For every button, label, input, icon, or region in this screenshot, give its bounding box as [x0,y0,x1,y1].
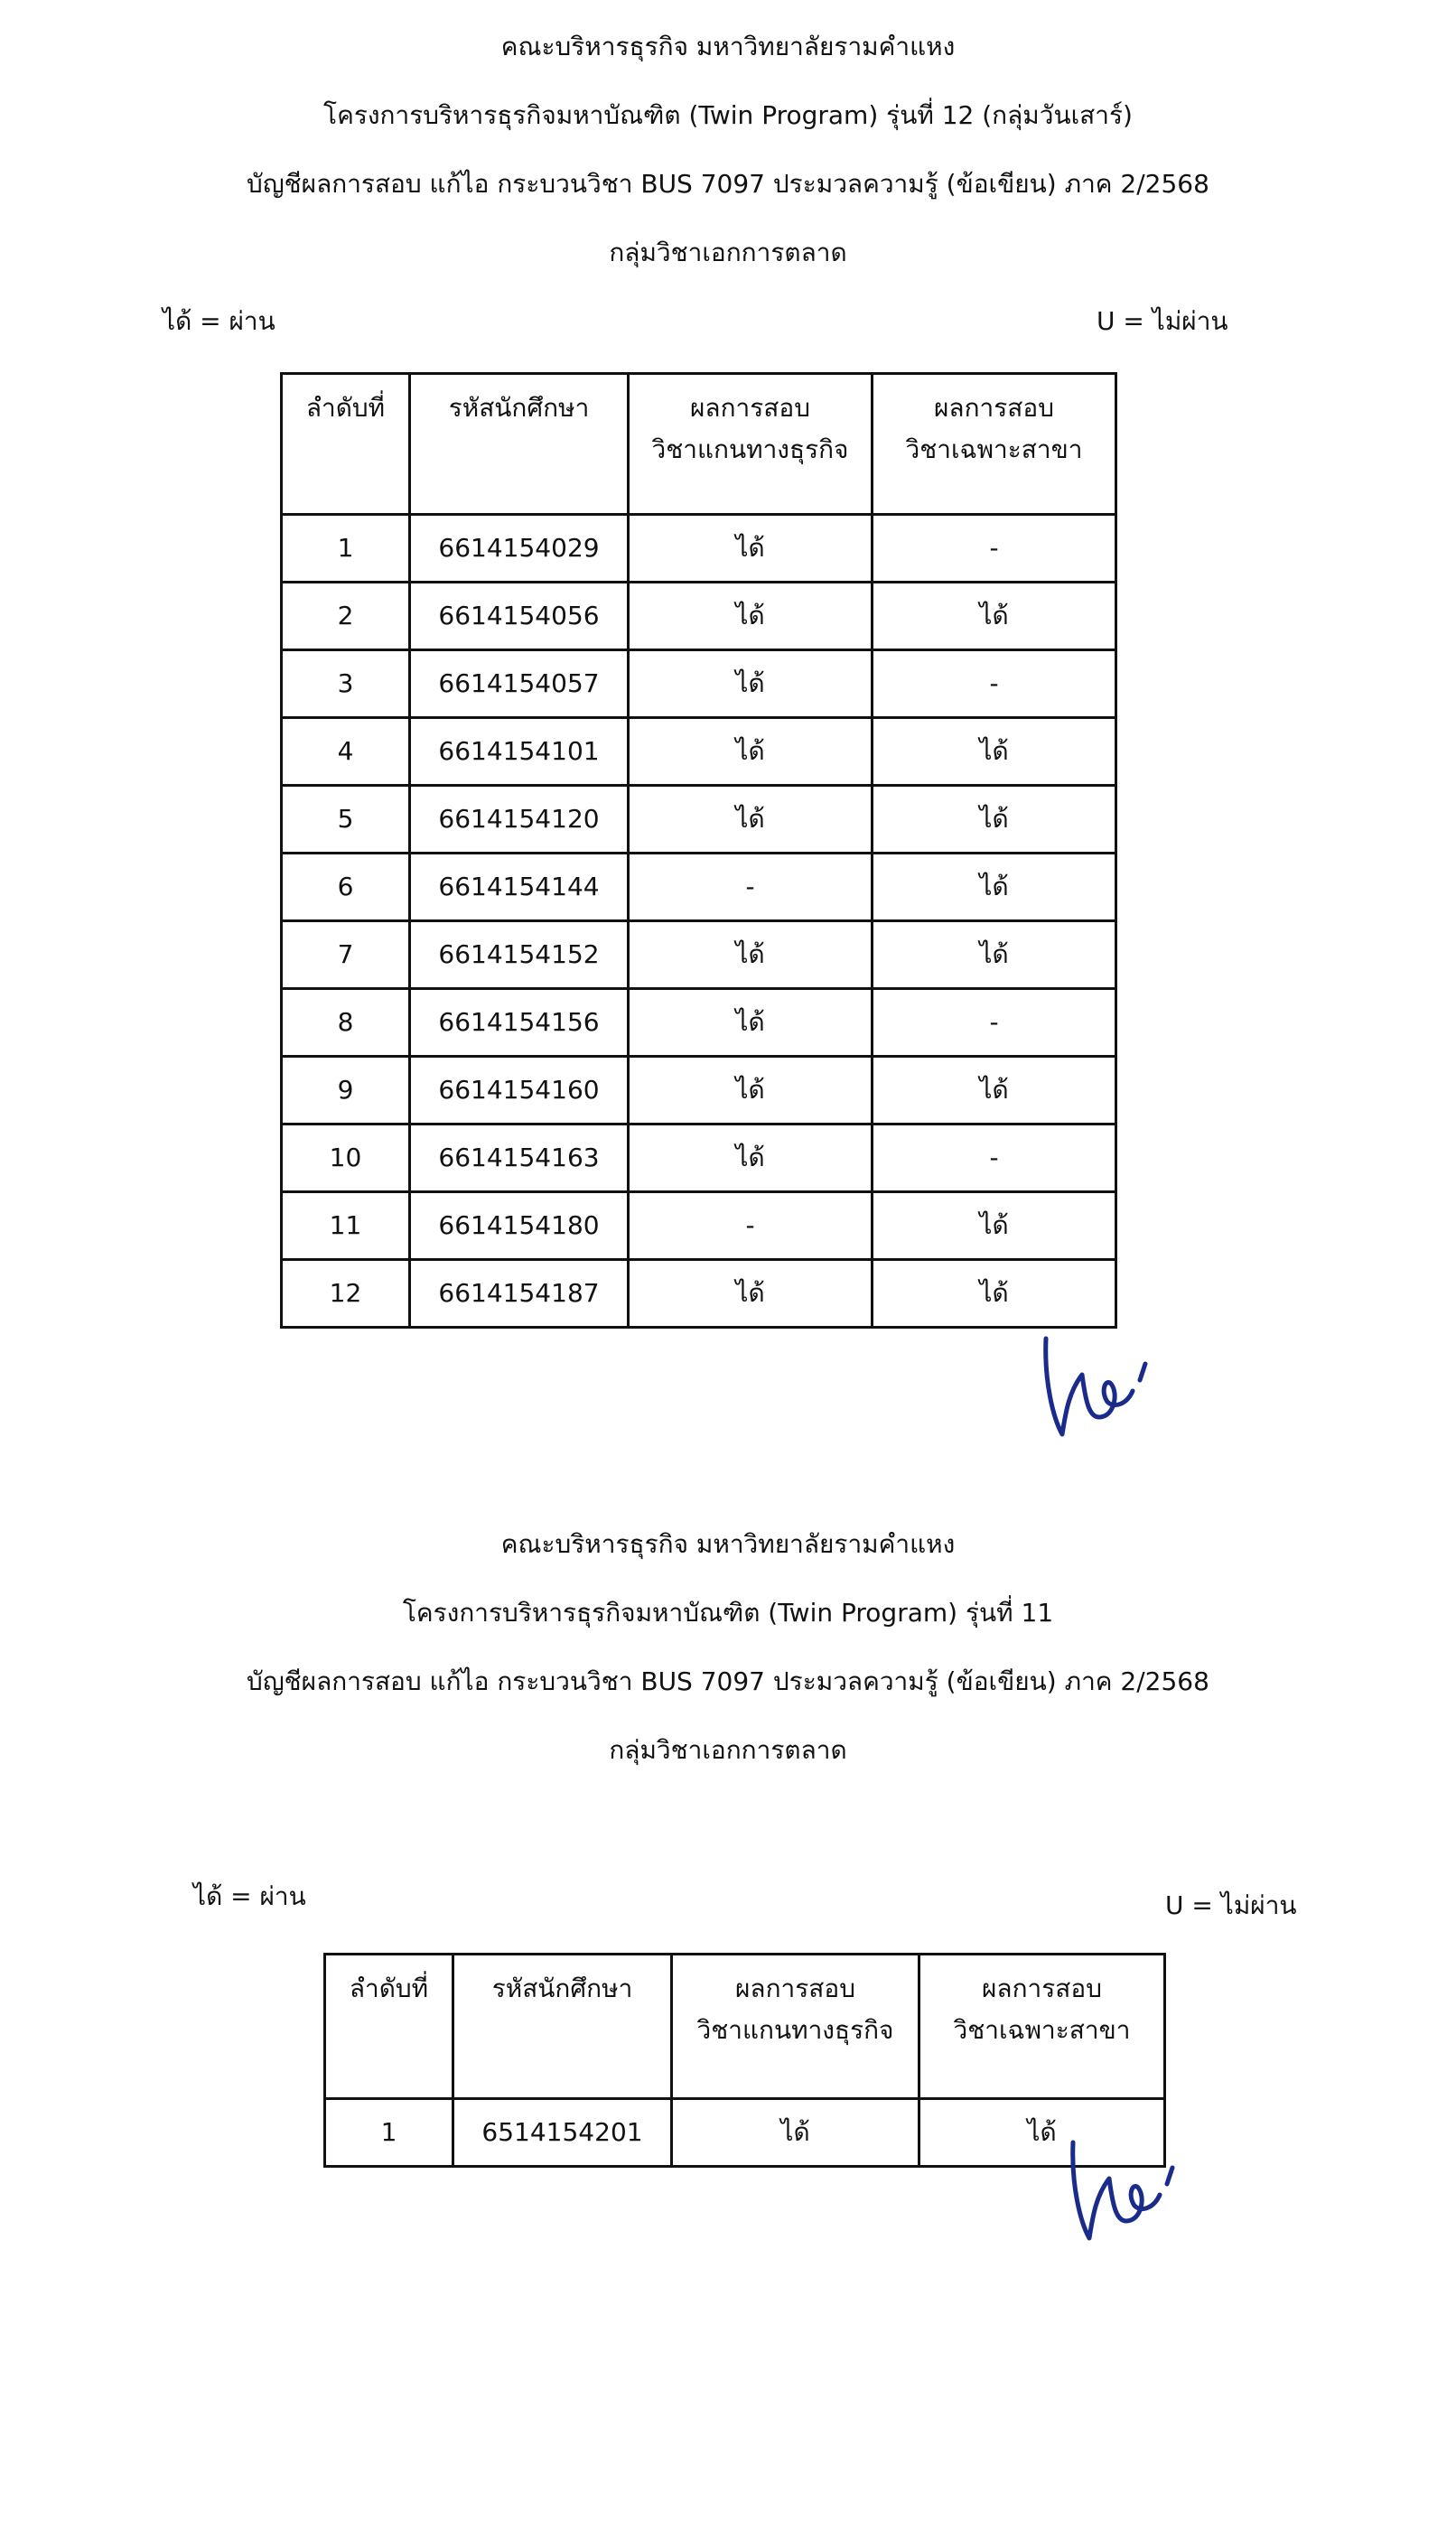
core-result: ได้ [629,718,873,786]
row-no: 5 [282,786,410,854]
legend-pass: ได้ = ผ่าน [163,306,275,336]
header-major-line2: วิชาเฉพาะสาขา [905,434,1083,464]
results-table [280,372,1117,1329]
student-id: 6614154152 [410,921,629,989]
major-title: กลุ่มวิชาเอกการตลาด [609,1735,847,1765]
legend-pass: ได้ = ผ่าน [193,1881,306,1911]
core-result: ได้ [629,1125,873,1192]
major-result: ได้ [873,1192,1116,1260]
major-result: ได้ [919,2099,1165,2167]
header-core-result [629,374,873,515]
header-no: ลำดับที่ [282,374,410,515]
table-row [282,921,1116,989]
core-result: ได้ [629,1260,873,1328]
table-row [282,989,1116,1057]
row-no: 10 [282,1125,410,1192]
row-no: 8 [282,989,410,1057]
row-no: 3 [282,650,410,718]
student-id: 6614154057 [410,650,629,718]
row-no: 11 [282,1192,410,1260]
table-row [282,515,1116,583]
student-id: 6614154187 [410,1260,629,1328]
student-id: 6614154144 [410,854,629,921]
header-student-id: รหัสนักศึกษา [453,1955,672,2099]
signature [1030,1328,1165,1445]
program-title: โครงการบริหารธุรกิจมหาบัณฑิต (Twin Program) รุ่นที่ 11 [402,1598,1054,1628]
major-result: ได้ [873,854,1116,921]
table-row [282,1125,1116,1192]
core-result: ได้ [629,650,873,718]
header-student-id: รหัสนักศึกษา [410,374,629,515]
exam-title: บัญชีผลการสอบ แก้ไอ กระบวนวิชา BUS 7097 ประมวลความรู้ (ข้อเขียน) ภาค 2/2568 [247,169,1209,199]
table-row [282,854,1116,921]
signature [1057,2132,1192,2249]
table-row [282,1057,1116,1125]
exam-title: บัญชีผลการสอบ แก้ไอ กระบวนวิชา BUS 7097 ประมวลความรู้ (ข้อเขียน) ภาค 2/2568 [247,1666,1209,1696]
core-result: ได้ [629,583,873,650]
student-id: 6614154163 [410,1125,629,1192]
core-result: ได้ [629,989,873,1057]
table-header-row [282,374,1116,515]
header-major-line1: ผลการสอบ [934,393,1054,423]
header-major-line2: วิชาเฉพาะสาขา [953,2015,1131,2045]
major-result: ได้ [873,1057,1116,1125]
core-result: ได้ [629,786,873,854]
table-row [282,650,1116,718]
core-result: ได้ [672,2099,919,2167]
core-result: ได้ [629,1057,873,1125]
major-result: ได้ [873,921,1116,989]
header-core-line2: วิชาแกนทางธุรกิจ [651,434,849,464]
header-core-line1: ผลการสอบ [690,393,810,423]
header-core-line2: วิชาแกนทางธุรกิจ [696,2015,894,2045]
header-major-line1: ผลการสอบ [982,1974,1102,2003]
row-no: 1 [325,2099,453,2167]
table-row [282,583,1116,650]
student-id: 6614154156 [410,989,629,1057]
row-no: 7 [282,921,410,989]
student-id: 6614154101 [410,718,629,786]
table-row [282,718,1116,786]
student-id: 6614154029 [410,515,629,583]
row-no: 2 [282,583,410,650]
core-result: ได้ [629,921,873,989]
major-result: - [873,515,1116,583]
major-result: - [873,989,1116,1057]
major-result: ได้ [873,1260,1116,1328]
legend-fail: U = ไม่ผ่าน [1097,306,1228,336]
major-result: - [873,650,1116,718]
row-no: 6 [282,854,410,921]
major-result: - [873,1125,1116,1192]
table-row [282,786,1116,854]
core-result: - [629,854,873,921]
student-id: 6514154201 [453,2099,672,2167]
student-id: 6614154120 [410,786,629,854]
table-row [282,1192,1116,1260]
major-result: ได้ [873,583,1116,650]
row-no: 12 [282,1260,410,1328]
header-major-result [873,374,1116,515]
row-no: 4 [282,718,410,786]
legend-fail: U = ไม่ผ่าน [1165,1890,1297,1920]
results-table [323,1953,1166,2168]
student-id: 6614154160 [410,1057,629,1125]
table-header-row [325,1955,1165,2099]
table-row [325,2099,1165,2167]
table-row [282,1260,1116,1328]
student-id: 6614154056 [410,583,629,650]
header-core-line1: ผลการสอบ [735,1974,855,2003]
header-core-result [672,1955,919,2099]
faculty-title: คณะบริหารธุรกิจ มหาวิทยาลัยรามคำแหง [500,32,956,61]
major-result: ได้ [873,718,1116,786]
row-no: 9 [282,1057,410,1125]
core-result: ได้ [629,515,873,583]
student-id: 6614154180 [410,1192,629,1260]
header-major-result [919,1955,1165,2099]
major-title: กลุ่มวิชาเอกการตลาด [609,238,847,267]
major-result: ได้ [873,786,1116,854]
core-result: - [629,1192,873,1260]
header-no: ลำดับที่ [325,1955,453,2099]
faculty-title: คณะบริหารธุรกิจ มหาวิทยาลัยรามคำแหง [500,1529,956,1559]
program-title: โครงการบริหารธุรกิจมหาบัณฑิต (Twin Program) รุ่นที่ 12 (กลุ่มวันเสาร์) [323,100,1133,130]
row-no: 1 [282,515,410,583]
